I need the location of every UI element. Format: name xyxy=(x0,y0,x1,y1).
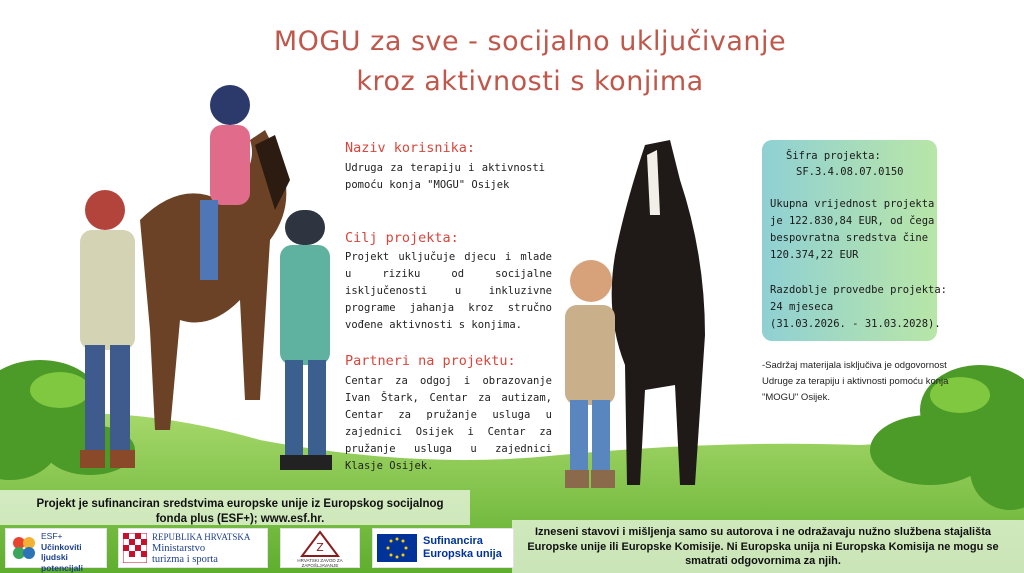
project-value-line3: bespovratna sredstva čine xyxy=(770,232,929,244)
goal-heading: Cilj projekta: xyxy=(345,230,459,246)
beneficiary-text: Udruga za terapiju i aktivnosti pomoću konja "MOGU" Osijek xyxy=(345,162,545,191)
eu-flag-icon xyxy=(377,534,417,562)
page-title xyxy=(180,22,880,102)
black-horse-and-boy-illustration xyxy=(555,135,755,495)
project-period-label: Razdoblje provedbe projekta: xyxy=(770,284,948,296)
eu-line1: Sufinancira xyxy=(423,535,483,547)
beneficiary-heading: Naziv korisnika: xyxy=(345,140,476,156)
goal-text: Projekt uključuje djecu i mlade u riziku od socijalne isključenosti u inkluzivne programe jahanja kroz stručno vođene aktivnosti s konjima. xyxy=(345,251,552,331)
project-value-line2: je 122.830,84 EUR, od čega xyxy=(770,215,935,227)
ministry-logo xyxy=(118,528,268,568)
ministry-line2: Ministarstvo xyxy=(152,543,206,554)
project-value-line4: 120.374,22 EUR xyxy=(770,249,859,261)
esf-flower-icon xyxy=(10,534,38,562)
content-disclaimer: -Sadržaj materijala isključiva je odgovornost Udruge za terapiju i aktivnosti pomoću konja "MOGU" Osijek. xyxy=(762,360,949,403)
title-line-2: kroz aktivnosti s konjima xyxy=(356,66,704,97)
esf-line2: Učinkoviti ljudski xyxy=(41,541,82,562)
partners-heading: Partneri na projektu: xyxy=(345,353,516,369)
eu-statement: Izneseni stavovi i mišljenja samo su autorova i ne odražavaju nužno službena stajališta Europske unije ili Europske Komisije. Ni Europska unija ni Europska Komisija ne mogu se smatrati odgovornima za njih. xyxy=(527,526,999,567)
eu-logo xyxy=(372,528,514,568)
ministry-line1: REPUBLIKA HRVATSKA xyxy=(152,532,251,542)
esf-line1: ESF+ xyxy=(41,531,63,541)
esf-line3: potencijali xyxy=(41,562,84,573)
project-value-line1: Ukupna vrijednost projekta xyxy=(770,198,935,210)
ministry-line3: turizma i sporta xyxy=(152,554,218,565)
project-period-value: 24 mjeseca xyxy=(770,301,834,313)
partners-text: Centar za odgoj i obrazovanje Ivan Štark, Centar za autizam, Centar za pružanje usluga u zajednici Osijek i Centar za pružanje usluga u zajednici Klasje Osijek. xyxy=(345,375,552,472)
svg-text:Z: Z xyxy=(316,541,324,554)
funding-statement: Projekt je sufinanciran sredstvima europske unije iz Europskog socijalnog fonda plus (ESF+); www.esf.hr. xyxy=(36,498,444,525)
croatian-coat-of-arms-icon xyxy=(123,533,147,563)
project-code-value: SF.3.4.08.07.0150 xyxy=(796,166,904,178)
project-period-dates: (31.03.2026. - 31.03.2028). xyxy=(770,318,941,330)
hzz-caption: HRVATSKI ZAVOD ZA ZAPOŠLJAVANJE xyxy=(297,558,343,568)
hzz-emblem-icon xyxy=(300,530,340,558)
horse-and-children-illustration xyxy=(60,70,360,490)
esf-logo xyxy=(5,528,107,573)
eu-line2: Europska unija xyxy=(423,548,502,560)
title-line-1: MOGU za sve - socijalno uključivanje xyxy=(273,26,787,57)
project-code-label: Šifra projekta: xyxy=(786,150,881,162)
hzz-logo xyxy=(280,528,360,568)
